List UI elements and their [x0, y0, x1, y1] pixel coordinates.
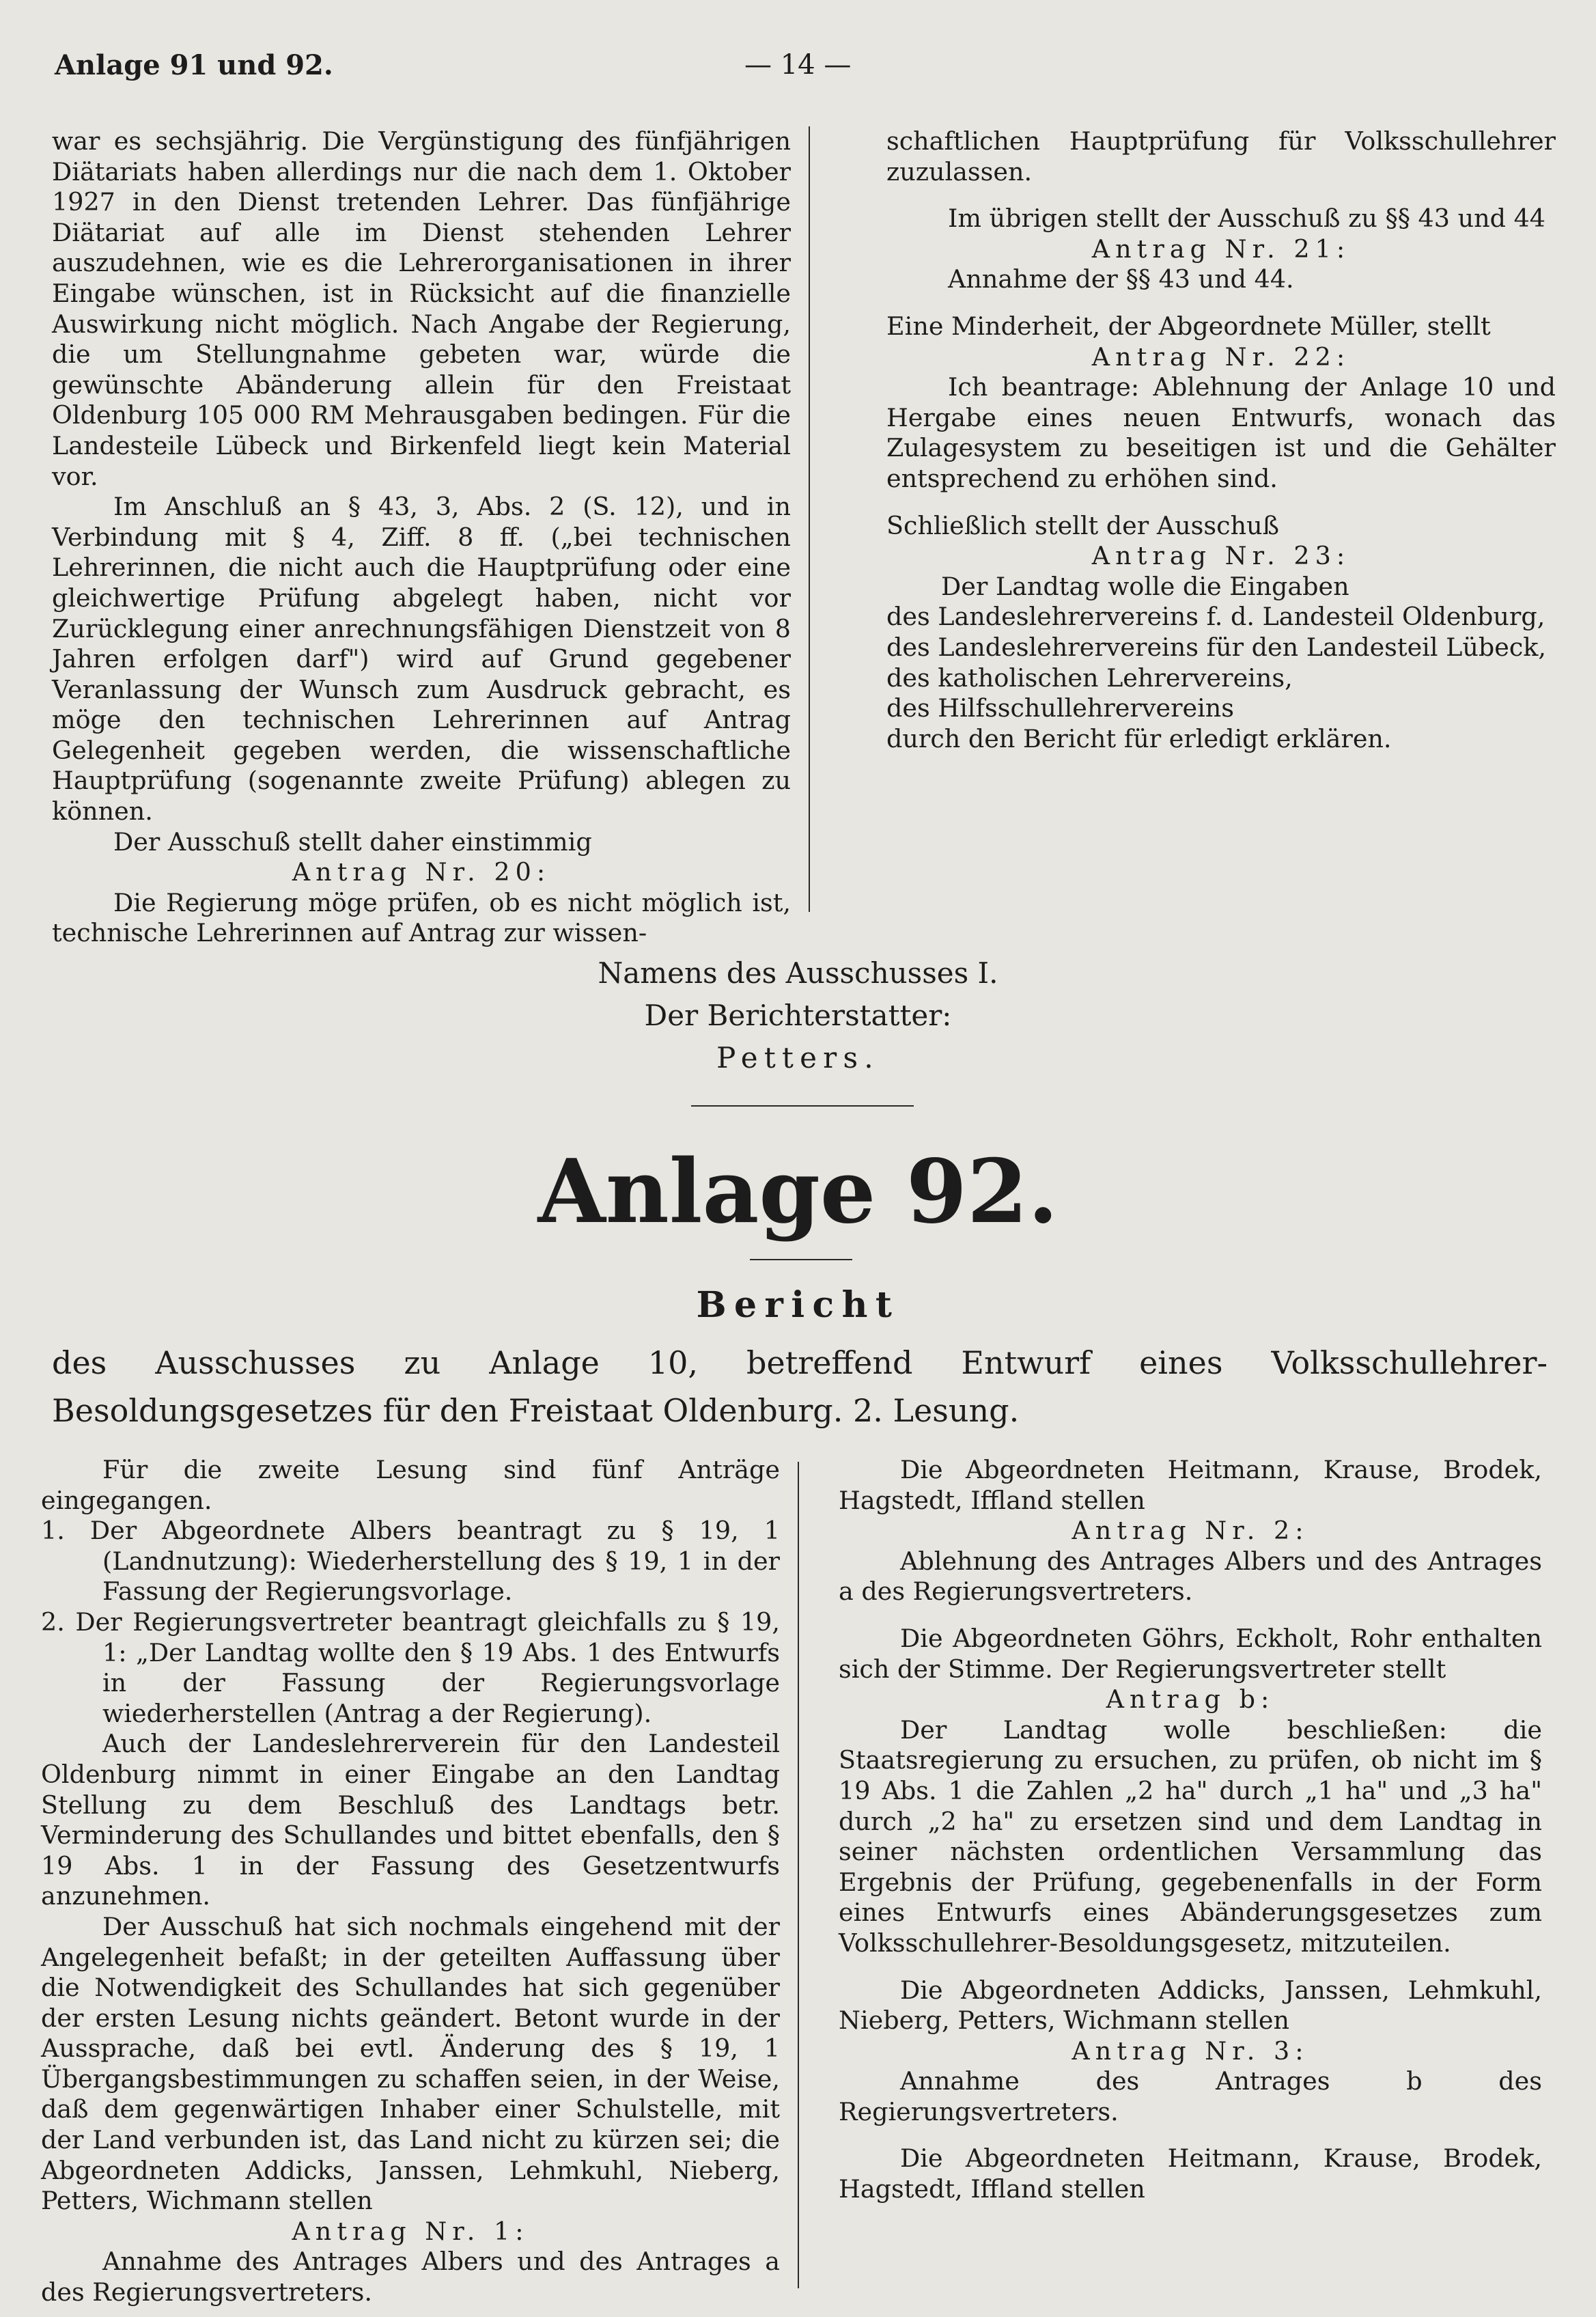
list-line: des katholischen Lehrervereins,	[886, 663, 1293, 693]
paragraph: war es sechsjährig. Die Vergünstigung des fünfjährigen Diätariats haben allerdings nur die nach dem 1. Oktober 1927 in den Dienst tretenden Lehrer. Das fünfjährige Diätariat auf alle im Dienst stehenden Lehrer auszudehnen, wie es die Lehrerorganisationen in ihrer Eingabe wünschen, ist in Rücksicht auf die finanzielle Auswirkung nicht möglich. Nach Angabe der Regierung, die um Stellungnahme gebeten war, würde die gewünschte Abänderung allein für den Freistaat Oldenburg 105 000 RM Mehrausgaben bedingen. Für die Landesteile Lübeck und Birkenfeld liegt kein Material vor.	[52, 126, 791, 491]
report-subtitle: Bericht	[696, 1284, 900, 1326]
signature-committee: Namens des Ausschusses I.	[598, 956, 998, 990]
column-divider	[798, 1462, 799, 2288]
list-line: des Landeslehrervereins für den Landesteil Lübeck,	[886, 632, 1547, 662]
paragraph: Auch der Landeslehrerverein für den Landesteil Oldenburg nimmt in einer Eingabe an den Landtag Stellung zu dem Beschluß des Landtags betr. Verminderung des Schullandes und bittet ebenfalls, den § 19 Abs. 1 in der Fassung des Gesetzentwurfs anzunehmen.	[41, 1729, 780, 1911]
page-number: — 14 —	[744, 49, 852, 81]
motion-text: Ich beantrage: Ablehnung der Anlage 10 und Hergabe eines neuen Entwurfs, wonach das Zulagesystem zu beseitigen ist und die Gehälter entsprechend zu erhöhen sind.	[886, 372, 1556, 493]
paragraph: Die Abgeordneten Heitmann, Krause, Brodek, Hagstedt, Iffland stellen	[839, 2143, 1542, 2204]
motion-label: Antrag Nr. 3:	[1072, 2036, 1309, 2066]
paragraph: Schließlich stellt der Ausschuß	[886, 510, 1279, 540]
paragraph: Im Anschluß an § 43, 3, Abs. 2 (S. 12), und in Verbindung mit § 4, Ziff. 8 ff. („bei technischen Lehrerinnen, die nicht auch die Hauptprüfung oder eine gleichwertige Prüfung abgelegt haben, nicht vor Zurücklegung einer anrechnungsfähigen Dienstzeit von 8 Jahren erfolgen darf") wird auf Grund gegebener Veranlassung der Wunsch zum Ausdruck gebracht, es möge den technischen Lehrerinnen auf Antrag Gelegenheit gegeben werden, die wissenschaftliche Hauptprüfung (sogenannte zweite Prüfung) ablegen zu können.	[52, 492, 791, 827]
list-item: 1. Der Abgeordnete Albers beantragt zu § 19, 1 (Landnutzung): Wiederherstellung des § 19, 1 in der Fassung der Regierungsvorlage.	[41, 1516, 780, 1607]
motion-label: Antrag Nr. 21:	[1091, 234, 1351, 264]
paragraph: Die Abgeordneten Addicks, Janssen, Lehmkuhl, Nieberg, Petters, Wichmann stellen	[839, 1975, 1542, 2036]
list-line: des Hilfsschullehrervereins	[886, 693, 1235, 723]
signature-name: Petters.	[716, 1041, 880, 1074]
paragraph: Die Abgeordneten Göhrs, Eckholt, Rohr enthalten sich der Stimme. Der Regierungsvertreter stellt	[839, 1623, 1542, 1684]
motion-text: Der Landtag wolle beschließen: die Staatsregierung zu ersuchen, zu prüfen, ob nicht im § 19 Abs. 1 die Zahlen „2 ha" durch „1 ha" und „3 ha" durch „2 ha" zu ersetzen sind und dem Landtag in seiner nächsten ordentlichen Versammlung das Ergebnis der Prüfung, gegebenenfalls in der Form eines Entwurfs eines Abänderungsgesetzes zum Volksschullehrer-Besoldungsgesetz, mitzuteilen.	[839, 1715, 1542, 1958]
motion-label: Antrag Nr. 22:	[1091, 342, 1351, 372]
top-left-column	[52, 126, 791, 949]
column-divider	[809, 126, 810, 912]
title-rule	[750, 1259, 852, 1260]
paragraph: Für die zweite Lesung sind fünf Anträge eingegangen.	[41, 1455, 780, 1515]
paragraph: Der Ausschuß stellt daher einstimmig	[113, 827, 592, 857]
motion-text: Annahme des Antrages b des Regierungsvertreters.	[839, 2066, 1542, 2126]
motion-text: Annahme des Antrages Albers und des Antrages a des Regierungsvertreters.	[41, 2247, 780, 2307]
signature-role: Der Berichterstatter:	[644, 999, 952, 1032]
paragraph: Eine Minderheit, der Abgeordnete Müller, stellt	[886, 311, 1491, 341]
motion-label: Antrag Nr. 20:	[292, 857, 551, 887]
running-title: Anlage 91 und 92.	[55, 49, 333, 81]
separator-rule	[691, 1105, 914, 1107]
paragraph: Im übrigen stellt der Ausschuß zu §§ 43 und 44	[948, 204, 1546, 234]
bottom-left-column	[41, 1455, 780, 2308]
list-line: durch den Bericht für erledigt erklären.	[886, 723, 1392, 753]
motion-text: Der Landtag wolle die Eingaben	[941, 571, 1349, 601]
paragraph: Der Ausschuß hat sich nochmals eingehend mit der Angelegenheit befaßt; in der geteilten Auffassung über die Notwendigkeit des Schullandes hat sich gegenüber der ersten Lesung nichts geändert. Betont wurde in der Aussprache, daß bei evtl. Änderung des § 19, 1 Übergangsbestimmungen zu schaffen seien, in der Weise, daß dem gegenwärtigen Inhaber einer Schulstelle, mit der Land verbunden ist, das Land nicht zu kürzen sei; die Abgeordneten Addicks, Janssen, Lehmkuhl, Nieberg, Petters, Wichmann stellen	[41, 1911, 780, 2216]
motion-text: Die Regierung möge prüfen, ob es nicht möglich ist, technische Lehrerinnen auf Antrag zur wissen-	[52, 887, 791, 948]
motion-label: Antrag Nr. 2:	[1072, 1516, 1309, 1546]
list-item: 2. Der Regierungsvertreter beantragt gleichfalls zu § 19, 1: „Der Landtag wollte den § 19 Abs. 1 des Entwurfs in der Fassung der Regierungsvorlage wiederherstellen (Antrag a der Regierung).	[41, 1607, 780, 1728]
report-heading: des Ausschusses zu Anlage 10, betreffend Entwurf eines Volksschullehrer-Besoldungsgesetzes für den Freistaat Oldenburg. 2. Lesung.	[52, 1344, 1548, 1429]
paragraph: schaftlichen Hauptprüfung für Volksschullehrer zuzulassen.	[886, 126, 1556, 186]
motion-text: Annahme der §§ 43 und 44.	[948, 264, 1294, 294]
motion-text: Ablehnung des Antrages Albers und des Antrages a des Regierungsvertreters.	[839, 1546, 1542, 1607]
motion-label: Antrag Nr. 23:	[1091, 541, 1351, 571]
paragraph: Die Abgeordneten Heitmann, Krause, Brodek, Hagstedt, Iffland stellen	[839, 1455, 1542, 1515]
top-right-column	[886, 126, 1556, 754]
motion-label: Antrag Nr. 1:	[292, 2216, 529, 2246]
list-line: des Landeslehrervereins f. d. Landesteil Oldenburg,	[886, 602, 1545, 632]
motion-label: Antrag b:	[1106, 1684, 1275, 1715]
section-title: Anlage 92.	[537, 1141, 1059, 1243]
bottom-right-column	[839, 1455, 1542, 2205]
